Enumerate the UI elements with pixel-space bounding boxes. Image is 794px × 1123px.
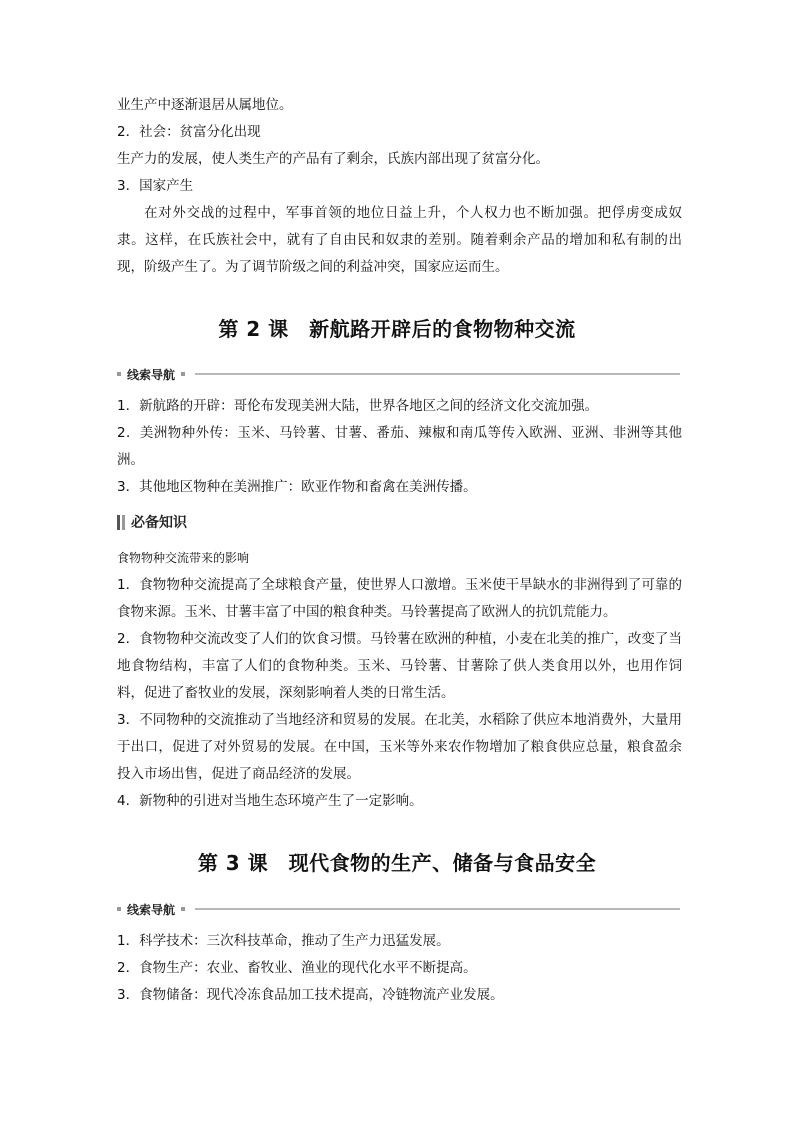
item3-heading: 3．国家产生 xyxy=(117,178,194,194)
knowledge-item-1: 1．食物物种交流提高了全球粮食产量，使世界人口激增。玉米使干旱缺水的非洲得到了可靠的食物来源。玉米、甘薯丰富了中国的粮食种类。马铃薯提高了欧洲人的抗饥荒能力。 xyxy=(117,577,682,620)
lesson3-title: 第 3 课 现代食物的生产、储备与食品安全 xyxy=(197,851,597,875)
knowledge-item-4: 4．新物种的引进对当地生态环境产生了一定影响。 xyxy=(117,793,423,809)
item3-text: 在对外交战的过程中，军事首领的地位日益上升，个人权力也不断加强。把俘虏变成奴隶。这样，在氏族社会中，就有了自由民和奴隶的差别。随着剩余产品的增加和私有制的出现，阶级产生了。为了调节阶级之间的利益冲突，国家应运而生。 xyxy=(117,205,682,275)
item2-heading: 2．社会：贫富分化出现 xyxy=(117,124,261,140)
divider xyxy=(195,373,680,375)
lesson3-guide-item-3: 3．食物储备：现代冷冻食品加工技术提高，冷链物流产业发展。 xyxy=(117,987,504,1003)
guide-label: 线索导航 xyxy=(127,367,176,382)
lesson2-title: 第 2 课 新航路开辟后的食物物种交流 xyxy=(218,317,576,341)
item2-text: 生产力的发展，使人类生产的产品有了剩余，氏族内部出现了贫富分化。 xyxy=(117,151,549,167)
guide-label: 线索导航 xyxy=(127,902,176,917)
knowledge-item-3: 3．不同物种的交流推动了当地经济和贸易的发展。在北美，水稻除了供应本地消费外，大量用于出口，促进了对外贸易的发展。在中国，玉米等外来农作物增加了粮食供应总量，粮食盈余投入市场出售，促进了商品经济的发展。 xyxy=(117,712,682,782)
knowledge-subtitle: 食物物种交流带来的影响 xyxy=(117,551,250,565)
lesson2-guide-item-3: 3．其他地区物种在美洲推广：欧亚作物和畜禽在美洲传播。 xyxy=(117,479,477,495)
knowledge-item-2: 2．食物物种交流改变了人们的饮食习惯。马铃薯在欧洲的种植，小麦在北美的推广，改变了当地食物结构，丰富了人们的食物种类。玉米、马铃薯、甘薯除了供人类食用以外，也用作饲料，促进了畜牧业的发展，深刻影响着人类的日常生活。 xyxy=(117,631,682,701)
knowledge-label: 必备知识 xyxy=(131,515,187,531)
divider xyxy=(195,908,680,910)
knowledge-header xyxy=(117,512,207,532)
square-bullet-icon xyxy=(181,372,185,376)
square-bullet-icon xyxy=(181,907,185,911)
top-line-1: 业生产中逐渐退居从属地位。 xyxy=(117,97,293,113)
square-bullet-icon xyxy=(117,907,121,911)
lesson2-guide-header xyxy=(117,367,680,381)
lesson2-guide-item-1: 1．新航路的开辟：哥伦布发现美洲大陆，世界各地区之间的经济文化交流加强。 xyxy=(117,398,599,414)
square-bullet-icon xyxy=(117,372,121,376)
bars-icon xyxy=(117,515,127,530)
lesson3-guide-item-2: 2．食物生产：农业、畜牧业、渔业的现代化水平不断提高。 xyxy=(117,960,477,976)
lesson3-guide-item-1: 1．科学技术：三次科技革命，推动了生产力迅猛发展。 xyxy=(117,933,450,949)
lesson3-guide-header xyxy=(117,902,680,916)
lesson2-guide-item-2: 2．美洲物种外传：玉米、马铃薯、甘薯、番茄、辣椒和南瓜等传入欧洲、亚洲、非洲等其他洲。 xyxy=(117,425,682,468)
